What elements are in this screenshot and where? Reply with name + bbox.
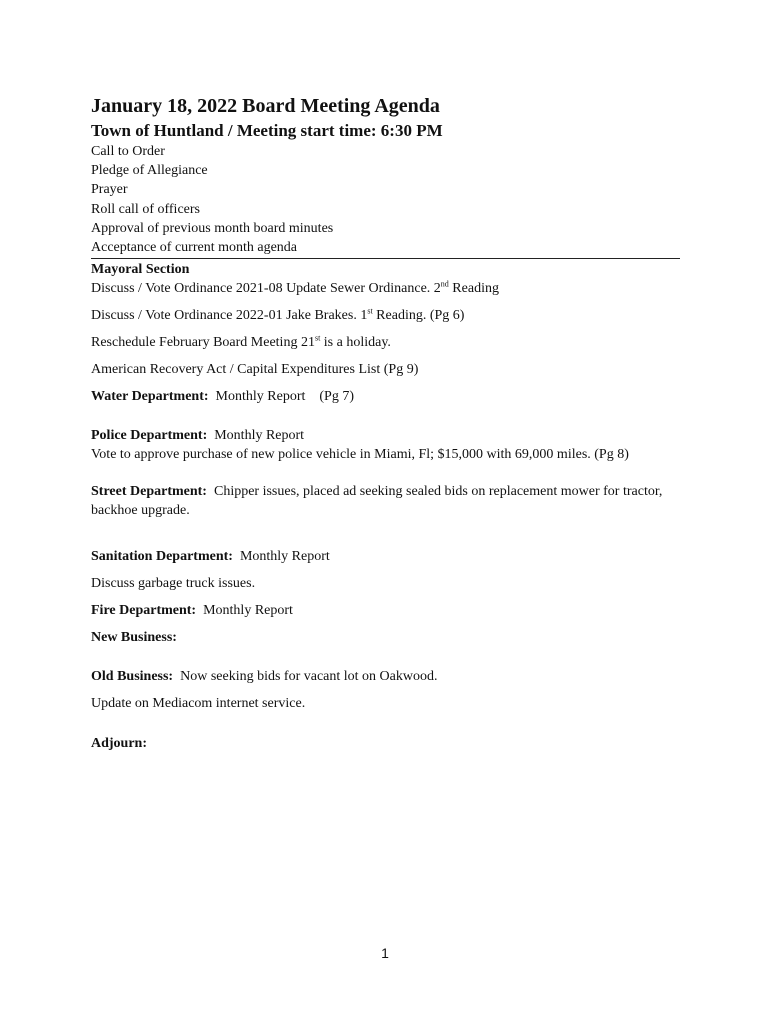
mayoral-item-reschedule (91, 333, 681, 352)
opening-item-call-to-order: Call to Order (91, 144, 165, 159)
old-business-mediacom-note: Update on Mediacom internet service. (91, 696, 306, 712)
street-department-text: Chipper issues, placed ad seeking sealed bids on replacement mower for tractor, backhoe upgrade. (91, 484, 666, 519)
fire-department-line (91, 601, 681, 620)
adjourn-heading: Adjourn: (91, 736, 148, 752)
mayoral-item-reschedule-text: Reschedule February Board Meeting 21 (91, 335, 315, 351)
agenda-title: January 18, 2022 Board Meeting Agenda (91, 95, 440, 117)
mayoral-item-sewer-ordinance (91, 279, 681, 298)
police-vehicle-vote: Vote to approve purchase of new police vehicle in Miami, Fl; $15,000 with 69,000 miles. (Pg 8) (91, 447, 629, 463)
mayoral-item-jake-brakes (91, 306, 681, 325)
opening-item-roll-call: Roll call of officers (91, 201, 200, 217)
police-department-line (91, 426, 681, 445)
fire-department-text: Monthly Report (196, 603, 293, 619)
sanitation-garbage-note: Discuss garbage truck issues. (91, 576, 256, 592)
mayoral-item-jake-text: Discuss / Vote Ordinance 2022-01 Jake Brakes. 1 (91, 308, 368, 324)
water-department-label: Water Department: (91, 389, 209, 405)
street-department-line (91, 482, 681, 520)
mayoral-item-recovery-act: American Recovery Act / Capital Expenditures List (Pg 9) (91, 362, 419, 378)
mayoral-item-jake-tail: Reading. (Pg 6) (372, 308, 465, 324)
sanitation-department-line (91, 547, 681, 566)
agenda-body (91, 94, 681, 753)
mayoral-item-jake-sup: st (367, 306, 373, 316)
mayoral-item-sewer-text: Discuss / Vote Ordinance 2021-08 Update Sewer Ordinance. 2 (91, 281, 441, 297)
opening-items-list (91, 142, 681, 257)
mayoral-item-sewer-sup: nd (440, 279, 449, 289)
old-business-label: Old Business: (91, 669, 174, 685)
section-divider (91, 258, 680, 259)
sanitation-department-text: Monthly Report (232, 549, 330, 565)
mayoral-item-reschedule-sup: st (314, 333, 321, 343)
mayoral-section-heading: Mayoral Section (91, 262, 190, 278)
sanitation-department-label: Sanitation Department: (91, 549, 233, 565)
agenda-subtitle: Town of Huntland / Meeting start time: 6:30 PM (91, 121, 443, 140)
new-business-heading: New Business: (91, 630, 177, 646)
old-business-text: Now seeking bids for vacant lot on Oakwood. (173, 669, 438, 685)
fire-department-label: Fire Department: (91, 603, 197, 619)
mayoral-item-reschedule-tail: is a holiday. (320, 335, 391, 351)
water-department-line (91, 387, 681, 406)
opening-item-prayer: Prayer (91, 182, 128, 198)
opening-item-approval-minutes: Approval of previous month board minutes (91, 220, 334, 236)
mayoral-item-sewer-tail: Reading (448, 281, 499, 297)
water-department-text: Monthly Report (Pg 7) (208, 389, 354, 405)
old-business-line (91, 667, 681, 686)
police-department-text: Monthly Report (207, 428, 305, 444)
opening-item-pledge: Pledge of Allegiance (91, 163, 208, 179)
police-department-label: Police Department: (91, 428, 208, 444)
page-number: 1 (381, 945, 389, 961)
street-department-label: Street Department: (91, 484, 207, 500)
opening-item-acceptance-agenda: Acceptance of current month agenda (91, 240, 298, 256)
